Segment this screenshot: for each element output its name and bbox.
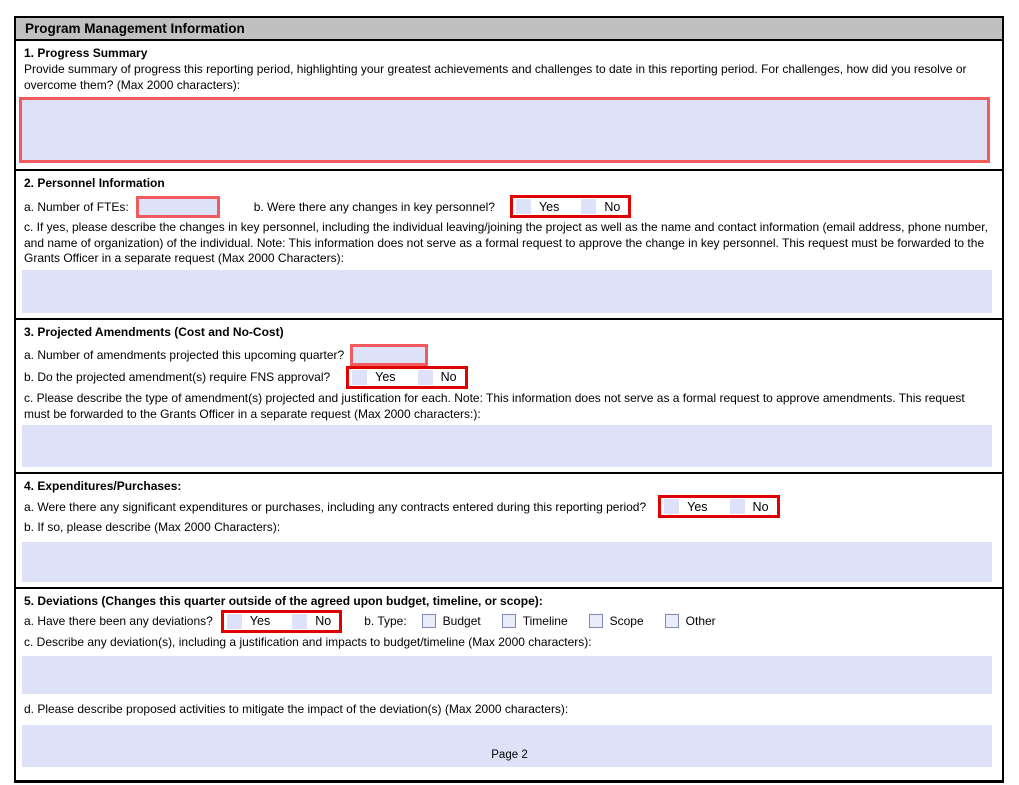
section5-description-c: c. Describe any deviation(s), including a justification and impacts to budget/timeline (Max 2000 characters): [24,634,592,649]
key-personnel-no-checkbox[interactable] [581,199,596,214]
section-progress-summary [16,41,1002,163]
expenditures-no-checkbox[interactable] [730,499,745,514]
expenditures-question-row [16,495,1002,520]
section-personnel-information [16,169,1002,313]
fns-approval-yes-checkbox[interactable] [352,370,367,385]
other-label: Other [685,614,716,629]
amendments-count-input[interactable] [350,344,428,366]
section3-heading: 3. Projected Amendments (Cost and No-Cost) [24,324,284,339]
type-option-timeline [502,614,568,628]
progress-summary-textarea[interactable] [19,97,990,163]
section4-description-b: b. If so, please describe (Max 2000 Characters): [24,520,281,535]
key-personnel-yes-checkbox[interactable] [516,199,531,214]
deviations-description-textarea[interactable] [22,656,992,694]
no-label: No [315,614,332,629]
section4-heading: 4. Expenditures/Purchases: [24,479,182,494]
section5-description-d: d. Please describe proposed activities to mitigate the impact of the deviation(s) (Max 2000 characters): [24,702,569,717]
section-expenditures-purchases [16,472,1002,582]
deviation-type-label: b. Type: [364,614,407,629]
budget-label: Budget [442,614,481,629]
no-label: No [440,370,457,385]
yes-label: Yes [687,499,708,514]
expenditures-question: a. Were there any significant expenditures or purchases, including any contracts entered during this reporting period? [24,499,647,514]
section-projected-amendments [16,318,1002,467]
section5-heading: 5. Deviations (Changes this quarter outside of the agreed upon budget, timeline, or scope): [24,593,543,608]
form-title: Program Management Information [16,18,1002,41]
deviations-yes-checkbox[interactable] [227,614,242,629]
amendments-count-row [16,341,1002,366]
no-label: No [752,499,769,514]
yes-label: Yes [249,614,271,629]
key-personnel-yes-no-group [510,195,631,218]
scope-checkbox[interactable] [589,614,603,628]
amendments-description-textarea[interactable] [22,425,992,467]
fns-approval-yes-no-group [346,366,467,389]
other-checkbox[interactable] [665,614,679,628]
yes-label: Yes [375,370,396,385]
expenditures-yes-no-group [658,495,779,518]
type-option-other [665,614,716,628]
deviations-yes-no-group [221,610,342,633]
personnel-changes-textarea[interactable] [22,270,992,313]
expenditures-description-textarea[interactable] [22,542,992,582]
deviations-question: a. Have there been any deviations? [24,614,213,629]
section3-description-c: c. Please describe the type of amendment(s) projected and justification for each. Note: This information does not serve as a formal request to approve amendments. This request must be forwarded to the Grants Officer in a separate request (Max 2000 characters:): [24,390,965,421]
fns-approval-row [16,366,1002,391]
expenditures-yes-checkbox[interactable] [664,499,679,514]
scope-label: Scope [609,614,644,629]
key-personnel-question: b. Were there any changes in key personnel? [253,199,495,214]
deviations-question-row [16,610,1002,635]
personnel-question-row [16,192,1002,220]
amendments-count-question: a. Number of amendments projected this upcoming quarter? [24,347,345,362]
fns-approval-no-checkbox[interactable] [418,370,433,385]
section2-description-c: c. If yes, please describe the changes in key personnel, including the individual leaving/joining the project as well as the name and contact information (email address, phone number, and name of organization) of the individual. Note: This information does not serve as a formal request to approve the change in key personnel. This request must be forwarded to the Grants Officer in a separate request (Max 2000 Characters): [24,220,988,266]
page-number: Page 2 [491,749,528,761]
fns-approval-question: b. Do the projected amendment(s) require FNS approval? [24,370,331,385]
timeline-label: Timeline [522,614,568,629]
no-label: No [604,199,621,214]
yes-label: Yes [538,199,560,214]
section1-heading: 1. Progress Summary [24,46,148,60]
timeline-checkbox[interactable] [502,614,516,628]
ftes-input[interactable] [136,196,220,218]
section1-description: Provide summary of progress this reporting period, highlighting your greatest achievements and challenges to date in this reporting period. For challenges, how did you resolve or overcome them? (Max 2000 characters): [24,62,967,92]
type-option-budget [422,614,481,628]
ftes-label: a. Number of FTEs: [24,199,129,214]
program-management-form [14,16,1004,783]
deviations-no-checkbox[interactable] [292,614,307,629]
section2-heading: 2. Personnel Information [24,176,165,191]
type-option-scope [589,614,644,628]
budget-checkbox[interactable] [422,614,436,628]
